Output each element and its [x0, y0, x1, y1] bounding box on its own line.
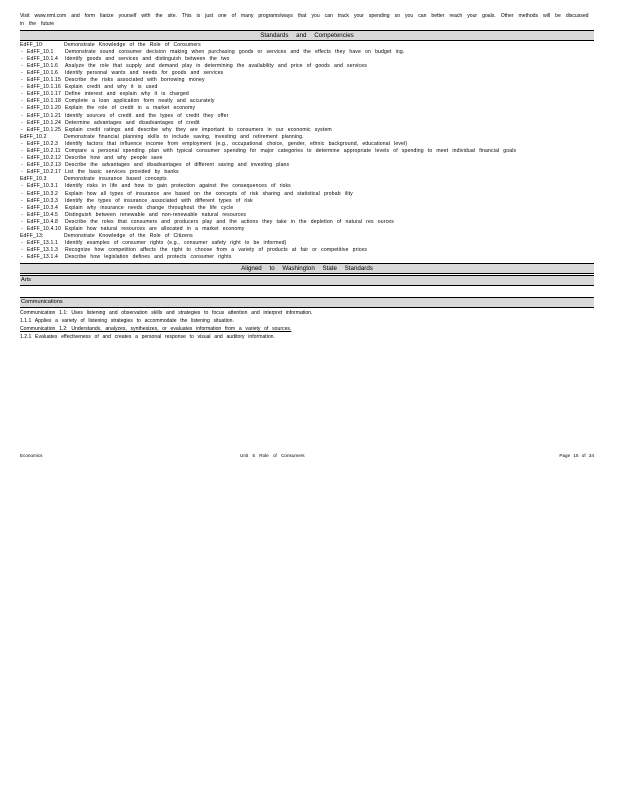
standard-item-code: - EdFF_10.4.10: [21, 226, 61, 233]
standard-item: [20, 205, 594, 212]
standard-item-text: Recognize how competition affects the right to choose from a variety of products at fair or competitive prices: [65, 247, 368, 254]
standard-item-code: - EdFF_13.1.1: [21, 240, 59, 247]
standard-item-code: - EdFF_10.3.1: [21, 183, 59, 190]
standard-item-text: Explain why insurance needs change throughout the life cycle: [65, 204, 234, 211]
standard-item-code: - EdFF_10.1.6: [21, 69, 59, 76]
standard-title: Demonstrate insurance based concepts: [64, 176, 167, 183]
standard-item-text: Explain how all types of insurance are based on the concepts of risk sharing and statistical probab ility: [65, 190, 353, 197]
standard-item-text: Analyze the role that supply and demand play in determining the availability and price of goods and services: [65, 62, 367, 69]
standards-list: [20, 42, 594, 262]
standard-group-heading: [20, 134, 594, 141]
standard-item-code: - EdFF_10.1.4: [21, 55, 59, 62]
standard-item-text: Complete a loan application form neatly and accurately: [65, 98, 215, 105]
standard-group-heading: [20, 42, 594, 49]
standard-item: [20, 191, 594, 198]
standard-item-text: Identify the types of insurance associated with different types of risk: [65, 197, 253, 204]
standard-item-code: - EdFF_10.2.11: [21, 148, 61, 154]
page-footer: [20, 453, 594, 459]
standard-item: [20, 219, 594, 226]
standard-item-code: - EdFF_10.1.25: [21, 126, 61, 133]
standard-item-code: - EdFF_10.1.16: [21, 84, 61, 91]
standard-item-code: - EdFF_10.1.17: [21, 91, 61, 98]
standard-item-text: Determine advantages and disadvantages of credit: [65, 119, 200, 126]
standard-item: [20, 84, 594, 91]
standard-item: [20, 198, 594, 205]
standard-item-code: - EdFF_13.1.3: [21, 247, 59, 254]
communications-list: [20, 309, 594, 342]
standard-item: [20, 183, 594, 190]
standard-item: [20, 247, 594, 254]
standard-item: [20, 226, 594, 233]
standard-item-text: Describe the advantages and disadvantages of different saving and investing plans: [65, 162, 290, 169]
standard-item-text: Identify goods and services and distinguish between the two: [65, 55, 230, 62]
spacer: [20, 287, 594, 296]
standard-item: [20, 113, 594, 120]
standard-item: [20, 155, 594, 162]
standard-item: [20, 56, 594, 63]
communication-standard: Communication 1.2: Understands, analyzes, synthesizes, or evaluates information from a variety of sources.: [20, 326, 292, 333]
standard-title: Demonstrate Knowledge of the Role of Citizens: [64, 233, 193, 240]
standard-item-code: - EdFF_10.3.2: [21, 190, 59, 197]
document-page: [20, 12, 594, 342]
standard-item-code: - EdFF_10.3.4: [21, 204, 59, 211]
footer-course: Economics: [20, 453, 43, 458]
arts-header: Arts: [20, 275, 594, 286]
communication-standard: 1.2.1 Evaluates effectiveness of and creates a personal response to visual and auditory information.: [20, 334, 275, 341]
standard-item: [20, 105, 594, 112]
standard-item-text: Describe how legislation defines and protects consumer rights: [65, 254, 232, 261]
standard-item-text: Explain credit ratings and describe why they are important to consumers in our economic system: [65, 126, 332, 133]
standard-item-text: Explain credit and why it is used: [65, 84, 158, 91]
standard-code: EdFF_10.2: [20, 133, 47, 140]
standard-item-code: - EdFF_10.1.20: [21, 105, 61, 112]
standard-item-code: - EdFF_10.2.17: [21, 169, 61, 176]
standard-item: [20, 212, 594, 219]
communication-standard: 1.1.1 Applies a variety of listening strategies to accommodate the listening situation.: [20, 317, 234, 324]
standard-item-text: Identify factors that influence income from employment (e.g., occupational choice, gender, ethnic background, educational level): [65, 140, 408, 147]
standard-item-code: - EdFF_10.2.12: [21, 155, 61, 162]
standard-item-text: Describe the roles that consumers and producers play and the actions they take in the depletion of natural res ources: [65, 218, 394, 225]
standard-item: [20, 98, 594, 105]
footer-page-number: Page 15 of 34: [559, 453, 594, 458]
standard-item-text: Identify risks in life and how to gain protection against the consequences of risks: [65, 183, 291, 190]
standard-item-text: Describe the risks associated with borrowing money: [65, 77, 205, 84]
standard-item: [20, 254, 594, 261]
standard-item: [20, 141, 594, 148]
footer-unit: Unit 5 Role of Consumers: [240, 453, 305, 458]
standard-item-text: Identify personal wants and needs for goods and services: [65, 69, 224, 76]
standard-group-heading: [20, 233, 594, 240]
standard-item-text: Explain the role of credit in a market economy: [65, 105, 196, 112]
standard-item: [20, 63, 594, 70]
standard-code: EdFF_10.3: [20, 176, 47, 183]
aligned-header: Aligned to Washington State Standards: [20, 263, 594, 274]
standard-item: [20, 240, 594, 247]
standards-header: Standards and Competencies: [20, 30, 594, 41]
communications-header: Communications: [20, 297, 594, 308]
standard-code: EdFF_13:: [20, 233, 44, 240]
standard-item-code: - EdFF_13.1.4: [21, 254, 59, 261]
standard-item-code: - EdFF_10.1.18: [21, 98, 61, 105]
standard-item-code: - EdFF_10.1.6: [21, 62, 59, 69]
standard-item: [20, 169, 594, 176]
standard-item: [20, 148, 594, 155]
standard-item-text: Identify sources of credit and the types of credit they offer: [65, 112, 229, 119]
standard-item: [20, 91, 594, 98]
standard-item-text: Explain how natural resources are allocated in a market economy: [65, 226, 245, 233]
standard-item: [20, 120, 594, 127]
standard-item: [20, 49, 594, 56]
standard-item-text: Distinguish between renewable and non-renewable natural resources: [65, 211, 247, 218]
standard-item: [20, 127, 594, 134]
standard-item: [20, 77, 594, 84]
standard-title: Demonstrate Knowledge of the Role of Consumers: [64, 41, 201, 48]
standard-item-code: - EdFF_10.2.13: [21, 162, 61, 169]
standard-item-text: List the basic services provided by banks: [65, 169, 179, 176]
standard-item-code: - EdFF_10.3.3: [21, 197, 59, 204]
standard-item-code: - EdFF_10.1.21: [21, 112, 61, 119]
standard-item-text: Identify examples of consumer rights (e.g., consumer safety right to be informed): [65, 240, 287, 247]
communication-standard: Communication 1.1: Uses listening and observation skills and strategies to focus attention and interpret information.: [20, 309, 313, 316]
intro-paragraph: Visit www.nmt.com and form Iiarize yourself with the site. This is just one of many programs/ways that you can track your spending so you can better reach your goals. Other methods will be discussed in the future: [20, 13, 589, 28]
standard-code: EdFF_10:: [20, 41, 44, 48]
standard-item-text: Define interest and explain why it is charged: [65, 91, 189, 98]
standard-item: [20, 162, 594, 169]
standard-item-code: - EdFF_10.1: [21, 48, 54, 55]
standard-item-text: Describe how and why people save: [65, 155, 163, 162]
standard-item-code: - EdFF_10.1.15: [21, 77, 61, 84]
standard-item-code: - EdFF_10.1.24: [21, 119, 61, 126]
standard-item-text: Demonstrate sound consumer decision making when purchasing goods or services and the effects they have on budget ing.: [65, 48, 405, 55]
standard-item-code: - EdFF_10.4.5: [21, 211, 59, 218]
standard-item-code: - EdFF_10.4.8: [21, 218, 59, 225]
standard-item: [20, 70, 594, 77]
standard-title: Demonstrate financial planning skills to include saving, investing and retirement planning.: [64, 133, 304, 140]
standard-item-text: Compare a personal spending plan with typical consumer spending for major categories to determine appropriate levels of spending to meet individual financial goals: [65, 148, 517, 154]
standard-group-heading: [20, 176, 594, 183]
standard-item-code: - EdFF_10.2.3: [21, 140, 59, 147]
